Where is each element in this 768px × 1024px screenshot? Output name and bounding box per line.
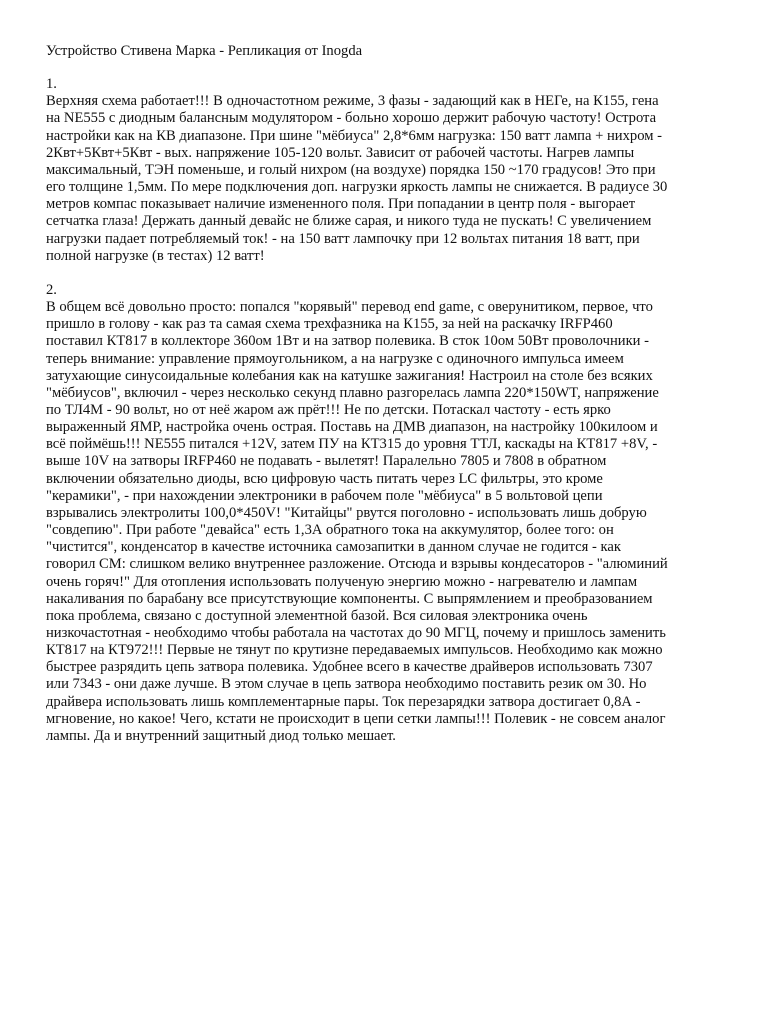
text-line: пришло в голову - как раз та самая схема трехфазника на К155, за ней на раскачку IRFP460 xyxy=(46,316,613,333)
text-line: "керамики", - при нахождении электроники в рабочем поле "мёбиуса" в 5 вольтовой цепи xyxy=(46,487,603,504)
text-line: всё поймёшь!!! NE555 питался +12V, затем ПУ на КТ315 до уровня ТТЛ, каскады на КТ817 +8V, - xyxy=(46,436,658,453)
text-line: метров компас показывает наличие измененного поля. При попадании в центр поля - выгорает xyxy=(46,196,636,213)
document-title: Устройство Стивена Марка - Репликация от Inogda xyxy=(46,43,363,59)
section-text xyxy=(46,93,722,265)
text-line: нагрузки падает потребляемый ток! - на 150 ватт лампочку при 12 вольтах питания 18 ватт, при xyxy=(46,230,640,247)
text-line: накаливания по барабану все присутствующие компоненты. С выпрямлением и преобразованием xyxy=(46,590,653,607)
section-text xyxy=(46,299,722,745)
text-line: выраженный ЯМР, настройка очень острая. Поставь на ДМВ диапазон, на настройку 100килоом и xyxy=(46,419,658,436)
text-line: быстрее разрядить цепь затвора полевика. Удобнее всего в качестве драйверов использовать 7307 xyxy=(46,659,653,676)
text-line: на NE555 с диодным балансным модулятором - больно хорошо держит рабочую частоту! Острота xyxy=(46,110,657,127)
text-line: "мёбиусов", включил - через несколько секунд плавно разгорелась лампа 220*150WT, напряжение xyxy=(46,384,659,401)
text-line: максимальный, ТЭН поменьше, и голый нихром (на воздухе) порядка 150 ~170 градусов! Это при xyxy=(46,161,656,178)
text-line: КТ817 на КТ972!!! Первые не тянут по крутизне передаваемых импульсов. Необходимо как можно xyxy=(46,642,663,659)
text-line: драйвера использовать лишь комплементарные пары. Ток перезарядки затвора достигает 0,8А - xyxy=(46,693,641,710)
text-line: "чистится", конденсатор в качестве источника самозапитки в данном случае не годится - как xyxy=(46,539,621,556)
text-line: пока проблема, связано с доступной элементной базой. Вся силовая электроника очень xyxy=(46,607,588,624)
text-line: мгновение, но какое! Чего, кстати не происходит в цепи сетки лампы!!! Полевик - не совсем аналог xyxy=(46,710,666,727)
text-line: включении обязательно диоды, всю цифровую часть питать через LC фильтры, это кроме xyxy=(46,470,603,487)
text-line: очень горяч!" Для отопления использовать полученую энергию можно - нагревателю и лампам xyxy=(46,573,638,590)
text-line: или 7343 - они даже лучше. В этом случае в цепь затвора необходимо поставить резик ом 30. Но xyxy=(46,676,647,693)
text-line: "совдепию". При работе "девайса" есть 1,3А обратного тока на аккумулятор, более того: он xyxy=(46,522,614,539)
text-line: его толщине 1,5мм. По мере подключения доп. нагрузки яркость лампы не снижается. В радиусе 30 xyxy=(46,179,668,196)
text-line: В общем всё довольно просто: попался "корявый" перевод end game, с оверунитиком, первое, что xyxy=(46,299,653,316)
section-2 xyxy=(46,282,722,745)
text-line: Верхняя схема работает!!! В одночастотном режиме, 3 фазы - задающий как в НЕГе, на К155, гена xyxy=(46,93,659,110)
text-line: полной нагрузке (в тестах) 12 ватт! xyxy=(46,247,265,264)
text-line: низкочастотная - необходимо чтобы работала на частотах до 90 МГЦ, почему и пришлось заменить xyxy=(46,625,666,641)
text-line: взрывались электролиты 100,0*450V! "Китайцы" рвутся поголовно - использовать лишь добрую xyxy=(46,504,647,521)
text-line: по ТЛ4М - 90 вольт, но от неё жаром аж прёт!!! Не по детски. Потаскал частоту - есть ярко xyxy=(46,401,611,418)
text-line: настройки как на КВ диапазоне. При шине "мёбиуса" 2,8*6мм нагрузка: 150 ватт лампа + нихром - xyxy=(46,127,662,144)
text-line: затухающие синусоидальные колебания как на катушке зажигания! Настроил на столе без всяких xyxy=(46,367,653,384)
document-body xyxy=(46,43,722,762)
section-1 xyxy=(46,76,722,265)
section-number: 2. xyxy=(46,281,57,298)
text-line: сетчатка глаза! Держать данный девайс не ближе сарая, и никого туда не пускать! С увеличением xyxy=(46,213,652,230)
text-line: выше 10V на затворы IRFP460 не подавать - вылетят! Паралельно 7805 и 7808 в обратном xyxy=(46,453,607,470)
text-line: говорил СМ: слишком велико внутреннее разложение. Отсюда и взрывы кондесаторов - "алюминий xyxy=(46,556,668,573)
text-line: поставил КТ817 в коллекторе 360ом 1Вт и на затвор полевика. В сток 10ом 50Вт проволочники - xyxy=(46,333,649,350)
text-line: теперь внимание: управление прямоугольником, а на нагрузке с одиночного импульса имеем xyxy=(46,350,624,367)
text-line: 2Квт+5Квт+5Квт - вых. напряжение 105-120 вольт. Зависит от рабочей частоты. Нагрев лампы xyxy=(46,144,635,161)
text-line: лампы. Да и внутренний защитный диод только мешает. xyxy=(46,727,396,744)
section-number: 1. xyxy=(46,76,57,93)
